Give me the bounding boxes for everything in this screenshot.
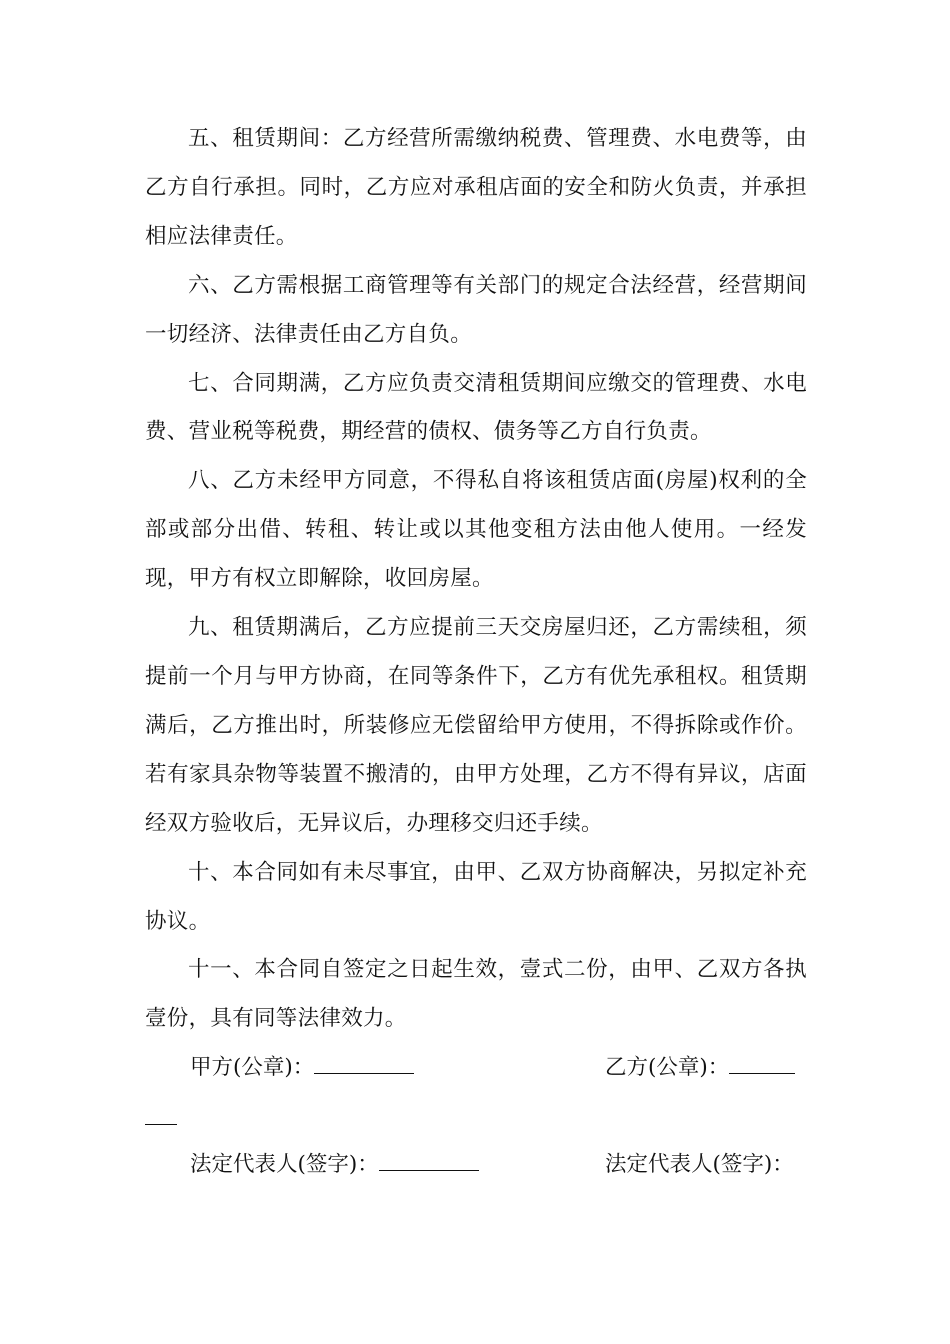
clause-7: 七、合同期满，乙方应负责交清租赁期间应缴交的管理费、水电费、营业税等税费，期经营的债权、债务等乙方自行负责。 [145,370,807,445]
party-b-rep-label: 法定代表人(签字)： [605,1152,794,1177]
party-b-seal-row [605,1053,795,1083]
party-a-rep-row [190,1150,479,1180]
party-a-seal-label: 甲方(公章)： [190,1055,315,1080]
party-b-rep-row [605,1150,794,1180]
contract-clauses [145,115,807,1044]
party-a-rep-label: 法定代表人(签字)： [190,1152,379,1177]
party-b-seal-blank-continued [145,1124,177,1125]
party-b-seal-label: 乙方(公章)： [605,1055,730,1080]
clause-5: 五、租赁期间：乙方经营所需缴纳税费、管理费、水电费等，由乙方自行承担。同时，乙方应对承租店面的安全和防火负责，并承担相应法律责任。 [145,126,807,249]
clause-10: 十、本合同如有未尽事宜，由甲、乙双方协商解决，另拟定补充协议。 [145,859,807,934]
clause-9: 九、租赁期满后，乙方应提前三天交房屋归还，乙方需续租，须提前一个月与甲方协商，在同等条件下，乙方有优先承租权。租赁期满后，乙方推出时，所装修应无偿留给甲方使用，不得拆除或作价。若有家具杂物等装置不搬清的，由甲方处理，乙方不得有异议，店面经双方验收后，无异议后，办理移交归还手续。 [145,615,807,836]
clause-11: 十一、本合同自签定之日起生效，壹式二份，由甲、乙双方各执壹份，具有同等法律效力。 [145,957,807,1032]
party-a-seal-blank [314,1053,414,1074]
clause-6: 六、乙方需根据工商管理等有关部门的规定合法经营，经营期间一切经济、法律责任由乙方自负。 [145,272,807,347]
party-b-seal-blank [729,1053,795,1074]
party-a-seal-row [190,1053,414,1083]
party-a-rep-blank [379,1150,479,1171]
clause-8: 八、乙方未经甲方同意，不得私自将该租赁店面(房屋)权利的全部或部分出借、转租、转让或以其他变租方法由他人使用。一经发现，甲方有权立即解除，收回房屋。 [145,468,807,592]
